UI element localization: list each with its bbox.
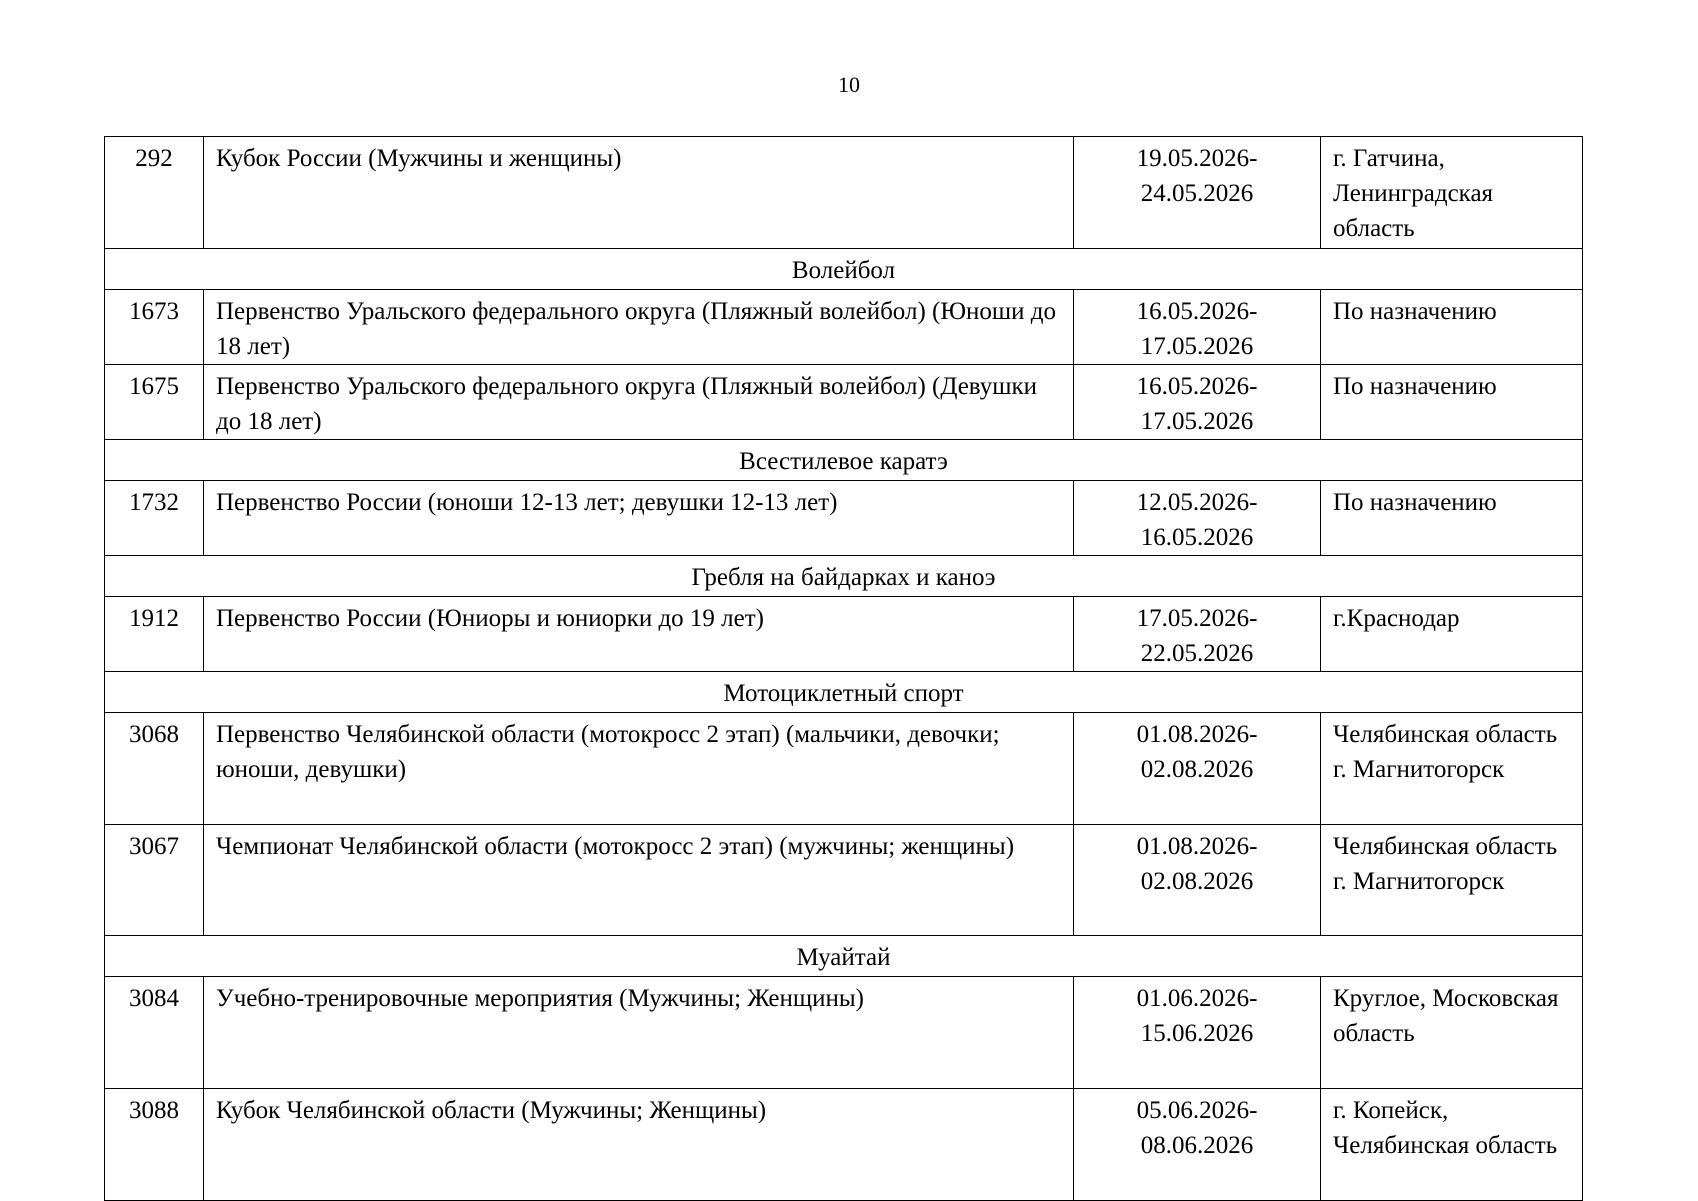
event-place: По назначению — [1321, 481, 1583, 556]
event-number: 3068 — [105, 713, 204, 825]
table-row — [105, 290, 1583, 365]
section-row — [105, 672, 1583, 713]
section-row — [105, 249, 1583, 290]
event-dates — [1074, 1089, 1321, 1201]
event-dates — [1074, 597, 1321, 672]
event-dates — [1074, 825, 1321, 936]
date-start: 01.08.2026- — [1136, 833, 1258, 860]
event-name: Первенство Челябинской области (мотокросс 2 этап) (мальчики, девочки; юноши, девушки) — [204, 713, 1074, 825]
event-dates — [1074, 977, 1321, 1089]
date-start: 01.08.2026- — [1136, 721, 1258, 748]
event-number: 3084 — [105, 977, 204, 1089]
event-place: Челябинская область г. Магнитогорск — [1321, 825, 1583, 936]
event-number: 3067 — [105, 825, 204, 936]
date-start: 16.05.2026- — [1136, 298, 1258, 325]
events-table — [104, 136, 1583, 1201]
event-name: Кубок Челябинской области (Мужчины; Женщины) — [204, 1089, 1074, 1201]
date-start: 01.06.2026- — [1136, 985, 1258, 1012]
event-number: 1912 — [105, 597, 204, 672]
event-place: Челябинская область г. Магнитогорск — [1321, 713, 1583, 825]
event-number: 292 — [105, 137, 204, 249]
table-row — [105, 137, 1583, 249]
event-dates — [1074, 481, 1321, 556]
table-row — [105, 825, 1583, 936]
event-place: г.Краснодар — [1321, 597, 1583, 672]
table-row — [105, 481, 1583, 556]
date-start: 05.06.2026- — [1136, 1097, 1258, 1124]
date-end: 22.05.2026 — [1140, 640, 1254, 667]
table-row — [105, 597, 1583, 672]
event-name: Учебно-тренировочные мероприятия (Мужчины; Женщины) — [204, 977, 1074, 1089]
event-place: По назначению — [1321, 290, 1583, 365]
table-row — [105, 977, 1583, 1089]
date-end: 02.08.2026 — [1140, 868, 1254, 895]
date-end: 08.06.2026 — [1140, 1132, 1254, 1159]
event-name: Первенство России (юноши 12-13 лет; девушки 12-13 лет) — [204, 481, 1074, 556]
event-dates — [1074, 713, 1321, 825]
section-row — [105, 936, 1583, 977]
event-number: 1732 — [105, 481, 204, 556]
date-end: 17.05.2026 — [1140, 408, 1254, 435]
event-name: Первенство России (Юниоры и юниорки до 19 лет) — [204, 597, 1074, 672]
event-name: Чемпионат Челябинской области (мотокросс 2 этап) (мужчины; женщины) — [204, 825, 1074, 936]
date-end: 02.08.2026 — [1140, 756, 1254, 783]
event-place: г. Копейск, Челябинская область — [1321, 1089, 1583, 1201]
event-number: 3088 — [105, 1089, 204, 1201]
date-end: 17.05.2026 — [1140, 333, 1254, 360]
event-place: По назначению — [1321, 365, 1583, 440]
event-place: Круглое, Московская область — [1321, 977, 1583, 1089]
date-start: 17.05.2026- — [1136, 605, 1258, 632]
event-dates — [1074, 365, 1321, 440]
page-number: 10 — [838, 72, 860, 97]
section-title: Гребля на байдарках и каноэ — [105, 556, 1583, 597]
date-start: 16.05.2026- — [1136, 373, 1258, 400]
section-title: Всестилевое каратэ — [105, 440, 1583, 481]
event-dates — [1074, 137, 1321, 249]
date-end: 24.05.2026 — [1140, 180, 1254, 207]
date-start: 19.05.2026- — [1136, 145, 1258, 172]
event-name: Первенство Уральского федерального округа (Пляжный волейбол) (Юноши до 18 лет) — [204, 290, 1074, 365]
event-name: Первенство Уральского федерального округа (Пляжный волейбол) (Девушки до 18 лет) — [204, 365, 1074, 440]
table-row — [105, 713, 1583, 825]
event-number: 1673 — [105, 290, 204, 365]
section-row — [105, 440, 1583, 481]
event-place: г. Гатчина, Ленинградская область — [1321, 137, 1583, 249]
section-title: Волейбол — [105, 249, 1583, 290]
table-row — [105, 1089, 1583, 1201]
table-row — [105, 365, 1583, 440]
date-end: 15.06.2026 — [1140, 1020, 1254, 1047]
event-name: Кубок России (Мужчины и женщины) — [204, 137, 1074, 249]
event-dates — [1074, 290, 1321, 365]
date-end: 16.05.2026 — [1140, 524, 1254, 551]
section-title: Мотоциклетный спорт — [105, 672, 1583, 713]
section-row — [105, 556, 1583, 597]
date-start: 12.05.2026- — [1136, 489, 1258, 516]
section-title: Муайтай — [105, 936, 1583, 977]
event-number: 1675 — [105, 365, 204, 440]
